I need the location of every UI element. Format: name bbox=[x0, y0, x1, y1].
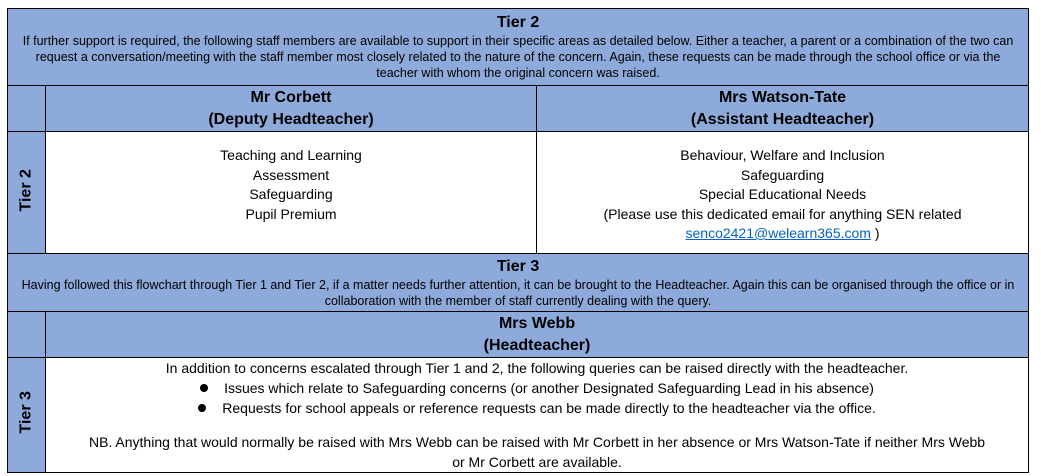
tier3-bullet bbox=[46, 398, 1028, 418]
bullet-text: Issues which relate to Safeguarding concerns (or another Designated Safeguarding Lead in his absence) bbox=[224, 380, 874, 396]
tier3-blank-cell bbox=[8, 312, 46, 358]
staff-name: Mrs Watson-Tate bbox=[718, 88, 847, 106]
staff-role: (Deputy Headteacher) bbox=[208, 110, 374, 128]
escalation-table bbox=[7, 8, 1029, 473]
tier3-title: Tier 3 bbox=[496, 257, 540, 275]
tier3-intro: In addition to concerns escalated through Tier 1 and 2, the following queries can be raised directly with the headteacher. bbox=[165, 360, 909, 376]
sen-email-link[interactable]: senco2421@welearn365.com bbox=[685, 225, 871, 241]
sen-email-line bbox=[537, 224, 1028, 244]
tier3-nb-line1: NB. Anything that would normally be raised with Mrs Webb can be raised with Mr Corbett in her absence or Mrs Watson-Tate if neither Mrs Webb bbox=[88, 434, 986, 450]
area-item: Special Educational Needs bbox=[698, 186, 867, 202]
staff-corbett-header bbox=[46, 86, 537, 132]
tier2-description: If further support is required, the following staff members are available to support in their specific areas as detailed below. Either a teacher, a parent or a combination of the two can request a conversation/meeting with the staff member most closely related to the nature of the concern. Again, these requests can be made through the school office or via the teacher with whom the original concern was raised. bbox=[22, 34, 1014, 80]
tier3-side-label: Tier 3 bbox=[17, 391, 35, 434]
corbett-areas bbox=[46, 132, 537, 254]
bullet-text: Requests for school appeals or reference requests can be made directly to the headteacher via the office. bbox=[222, 400, 876, 416]
tier2-side-label: Tier 2 bbox=[17, 168, 35, 211]
bullet-icon bbox=[198, 404, 206, 412]
tier2-header bbox=[8, 9, 1029, 86]
sen-note: (Please use this dedicated email for anything SEN related bbox=[603, 205, 962, 222]
escalation-document bbox=[7, 8, 1028, 470]
tier3-side-label-cell bbox=[8, 358, 46, 473]
staff-role: (Assistant Headteacher) bbox=[690, 110, 875, 128]
tier2-side-label-cell bbox=[8, 132, 46, 254]
area-item: Pupil Premium bbox=[245, 205, 337, 222]
area-item: Safeguarding bbox=[249, 186, 333, 202]
sen-note-close: ) bbox=[874, 225, 880, 241]
area-item: Behaviour, Welfare and Inclusion bbox=[680, 147, 885, 163]
tier3-body bbox=[46, 358, 1029, 473]
tier3-description: Having followed this flowchart through Tier 1 and Tier 2, if a matter needs further attention, it can be brought to the Headteacher. Again this can be organised through the office or in collaboration with the member of staff currently dealing with the query. bbox=[21, 277, 1015, 308]
staff-webb-header bbox=[46, 312, 1029, 358]
watson-tate-areas bbox=[537, 132, 1029, 254]
spacer bbox=[46, 418, 1028, 432]
area-item: Assessment bbox=[252, 166, 330, 183]
bullet-icon bbox=[200, 384, 208, 392]
staff-name: Mrs Webb bbox=[498, 314, 576, 332]
staff-role: (Headteacher) bbox=[483, 336, 591, 354]
tier3-bullet bbox=[46, 378, 1028, 398]
tier2-title: Tier 2 bbox=[496, 14, 540, 31]
tier3-nb-line2: or Mr Corbett are available. bbox=[452, 454, 622, 470]
staff-watson-tate-header bbox=[537, 86, 1029, 132]
staff-name: Mr Corbett bbox=[250, 88, 332, 106]
area-item: Teaching and Learning bbox=[220, 147, 362, 163]
tier2-blank-cell bbox=[8, 86, 46, 132]
area-item: Safeguarding bbox=[740, 166, 825, 183]
tier3-header bbox=[8, 254, 1029, 312]
